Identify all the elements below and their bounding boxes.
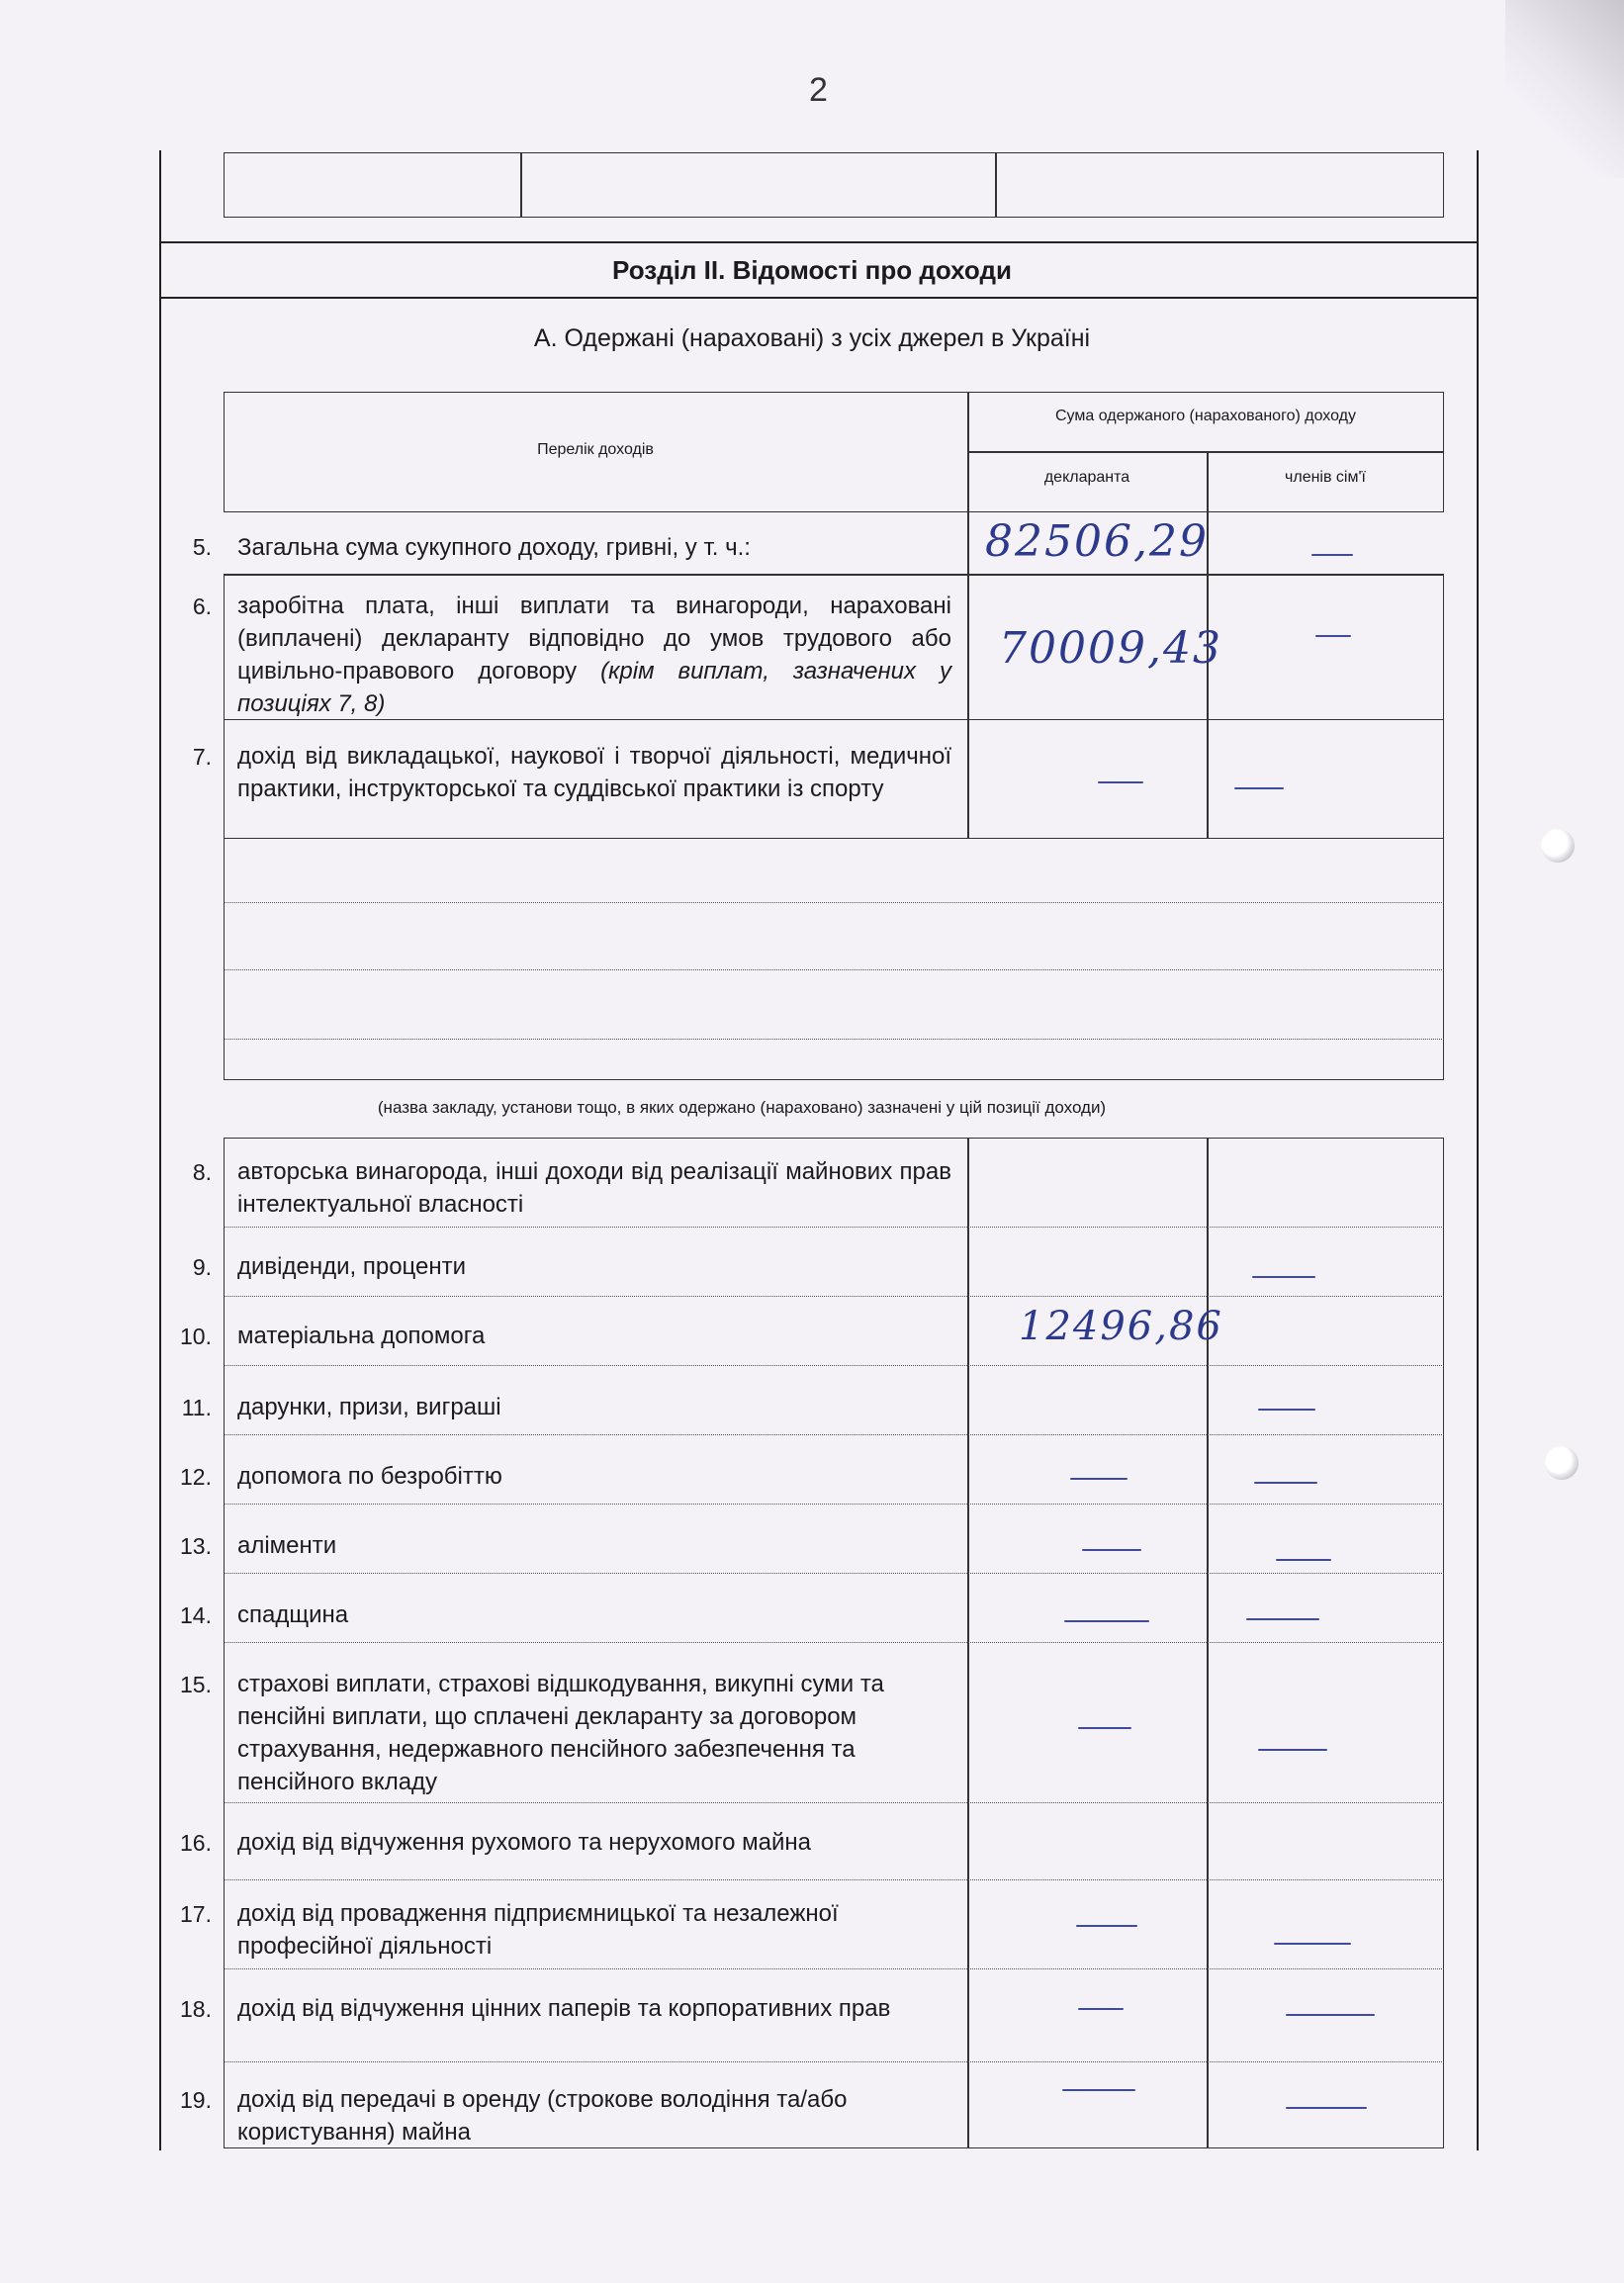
row-12-bottom (224, 1504, 1444, 1505)
row-10-text: матеріальна допомога (237, 1323, 486, 1349)
row-14-number: 14. (180, 1602, 212, 1628)
row-10-bottom (224, 1365, 1444, 1366)
row-18-declarant-dash (1078, 2008, 1124, 2010)
institution-line-1 (224, 902, 1444, 903)
row-9-family-dash (1252, 1276, 1315, 1278)
row-12-number: 12. (180, 1464, 212, 1490)
section-title-rule (159, 297, 1479, 299)
row-16-bottom (224, 1879, 1444, 1880)
row-12-family-dash (1254, 1482, 1317, 1484)
row-5-family-dash (1311, 554, 1353, 556)
frame-right (1477, 150, 1479, 2150)
row-15-number: 15. (180, 1672, 212, 1697)
punch-hole-top (1541, 829, 1575, 863)
row-13-bottom (224, 1573, 1444, 1574)
row-14-bottom (224, 1642, 1444, 1643)
row-19-text: дохід від передачі в оренду (строкове володіння та/або користування) майна (237, 2086, 848, 2146)
row-8-text: авторська винагорода, інші доходи від реалізації майнових прав інтелектуальної власності (237, 1158, 951, 1218)
row-16-number: 16. (180, 1830, 212, 1856)
row-14-text: спадщина (237, 1601, 349, 1628)
row-5-number: 5. (192, 534, 212, 560)
header-divider-amount (967, 451, 1444, 453)
row-15-family-dash (1258, 1749, 1327, 1751)
top-table-divider-1 (520, 152, 522, 218)
section-title: Розділ ІІ. Відомості про доходи (612, 255, 1012, 285)
row-7-declarant-dash (1098, 781, 1143, 783)
row-15-bottom (224, 1802, 1444, 1803)
row-18-family-dash (1286, 2014, 1375, 2016)
page-corner-shade (1505, 0, 1624, 178)
frame-left (159, 150, 161, 2150)
row-17-declarant-dash (1076, 1925, 1137, 1927)
row-11-family-dash (1258, 1409, 1315, 1411)
row-19-family-dash (1286, 2107, 1367, 2109)
row-7-divider-b (1207, 720, 1209, 839)
row-13-family-dash (1276, 1559, 1331, 1561)
row-6-text-italic: (крім виплат, зазначених у позиціях 7, 8) (237, 658, 952, 717)
row-7-family-dash (1234, 787, 1284, 789)
institution-line-3 (224, 1039, 1444, 1040)
row-6-text-main: заробітна плата, інші виплати та винагороди, нараховані (виплачені) декларанту відповідно до умов трудового або цивільно-правового договору (237, 593, 951, 685)
top-empty-table (224, 152, 1444, 218)
subsection-title: А. Одержані (нараховані) з усіх джерел в Україні (533, 324, 1091, 352)
row-9-number: 9. (192, 1254, 212, 1280)
row-18-text: дохід від відчуження цінних паперів та корпоративних прав (237, 1995, 891, 2022)
row-6-number: 6. (192, 594, 212, 619)
row-15-declarant-dash (1078, 1727, 1131, 1729)
row-5-divider-a (967, 512, 969, 574)
page-number: 2 (809, 71, 828, 109)
row-12-declarant-dash (1070, 1478, 1128, 1480)
institution-line-2 (224, 969, 1444, 970)
row-6-divider-a (967, 574, 969, 720)
row-19-declarant-dash (1062, 2089, 1135, 2091)
rows-divider-b (1207, 1138, 1209, 2148)
row-13-text: аліменти (237, 1532, 337, 1559)
row-5-declarant-amount: 82506,29 (985, 516, 1209, 567)
row-16-text: дохід від відчуження рухомого та нерухомого майна (237, 1829, 811, 1856)
row-11-number: 11. (181, 1395, 212, 1420)
punch-hole-bottom (1545, 1446, 1579, 1480)
row-17-bottom (224, 1968, 1444, 1969)
row-11-bottom (224, 1434, 1444, 1435)
row-18-number: 18. (180, 1996, 212, 2022)
row-6-declarant-amount: 70009,43 (999, 623, 1222, 674)
institution-note: (назва закладу, установи тощо, в яких одержано (нараховано) зазначені у цій позиції доходи) (377, 1098, 1107, 1117)
row-11-text: дарунки, призи, виграші (237, 1394, 501, 1420)
top-table-divider-2 (995, 152, 997, 218)
row-13-declarant-dash (1082, 1549, 1141, 1551)
row-6-cell (224, 574, 1444, 720)
row-7-text: дохід від викладацької, наукової і творчої діяльності, медичної практики, інструкторської та суддівської практики із спорту (237, 743, 951, 802)
header-income-list: Перелік доходів (537, 441, 654, 458)
row-6-family-dash (1315, 635, 1351, 637)
header-family: членів сім'ї (1285, 469, 1366, 486)
row-18-bottom (224, 2061, 1444, 2062)
row-9-bottom (224, 1296, 1444, 1297)
row-17-number: 17. (180, 1901, 212, 1927)
rows-divider-a (967, 1138, 969, 2148)
header-declarant: декларанта (1043, 469, 1130, 486)
row-7-number: 7. (192, 744, 212, 770)
row-9-text: дивіденди, проценти (237, 1253, 467, 1280)
row-17-text: дохід від провадження підприємницької та незалежної професійної діяльності (237, 1900, 839, 1960)
row-7-divider-a (967, 720, 969, 839)
row-19-number: 19. (180, 2087, 212, 2113)
row-13-number: 13. (180, 1533, 212, 1559)
row-14-family-dash (1246, 1618, 1319, 1620)
row-10-number: 10. (180, 1324, 212, 1349)
row-10-declarant-amount: 12496,86 (1019, 1304, 1223, 1349)
row-8-bottom (224, 1227, 1444, 1228)
header-amount: Сума одержаного (нарахованого) доходу (1054, 408, 1356, 424)
row-14-declarant-dash (1064, 1620, 1149, 1622)
row-12-text: допомога по безробіттю (237, 1463, 502, 1490)
row-7-cell (224, 720, 1444, 839)
row-5-text: Загальна сума сукупного доходу, гривні, у т. ч.: (237, 534, 751, 561)
row-8-number: 8. (192, 1159, 212, 1185)
institution-lines-box (224, 839, 1444, 1080)
section-top-rule (159, 241, 1479, 243)
row-15-text: страхові виплати, страхові відшкодування, викупні суми та пенсійні виплати, що сплачені декларанту за договором страхування, недержавного пенсійного забезпечення та пенсійного вкладу (237, 1671, 884, 1795)
row-17-family-dash (1274, 1943, 1351, 1945)
